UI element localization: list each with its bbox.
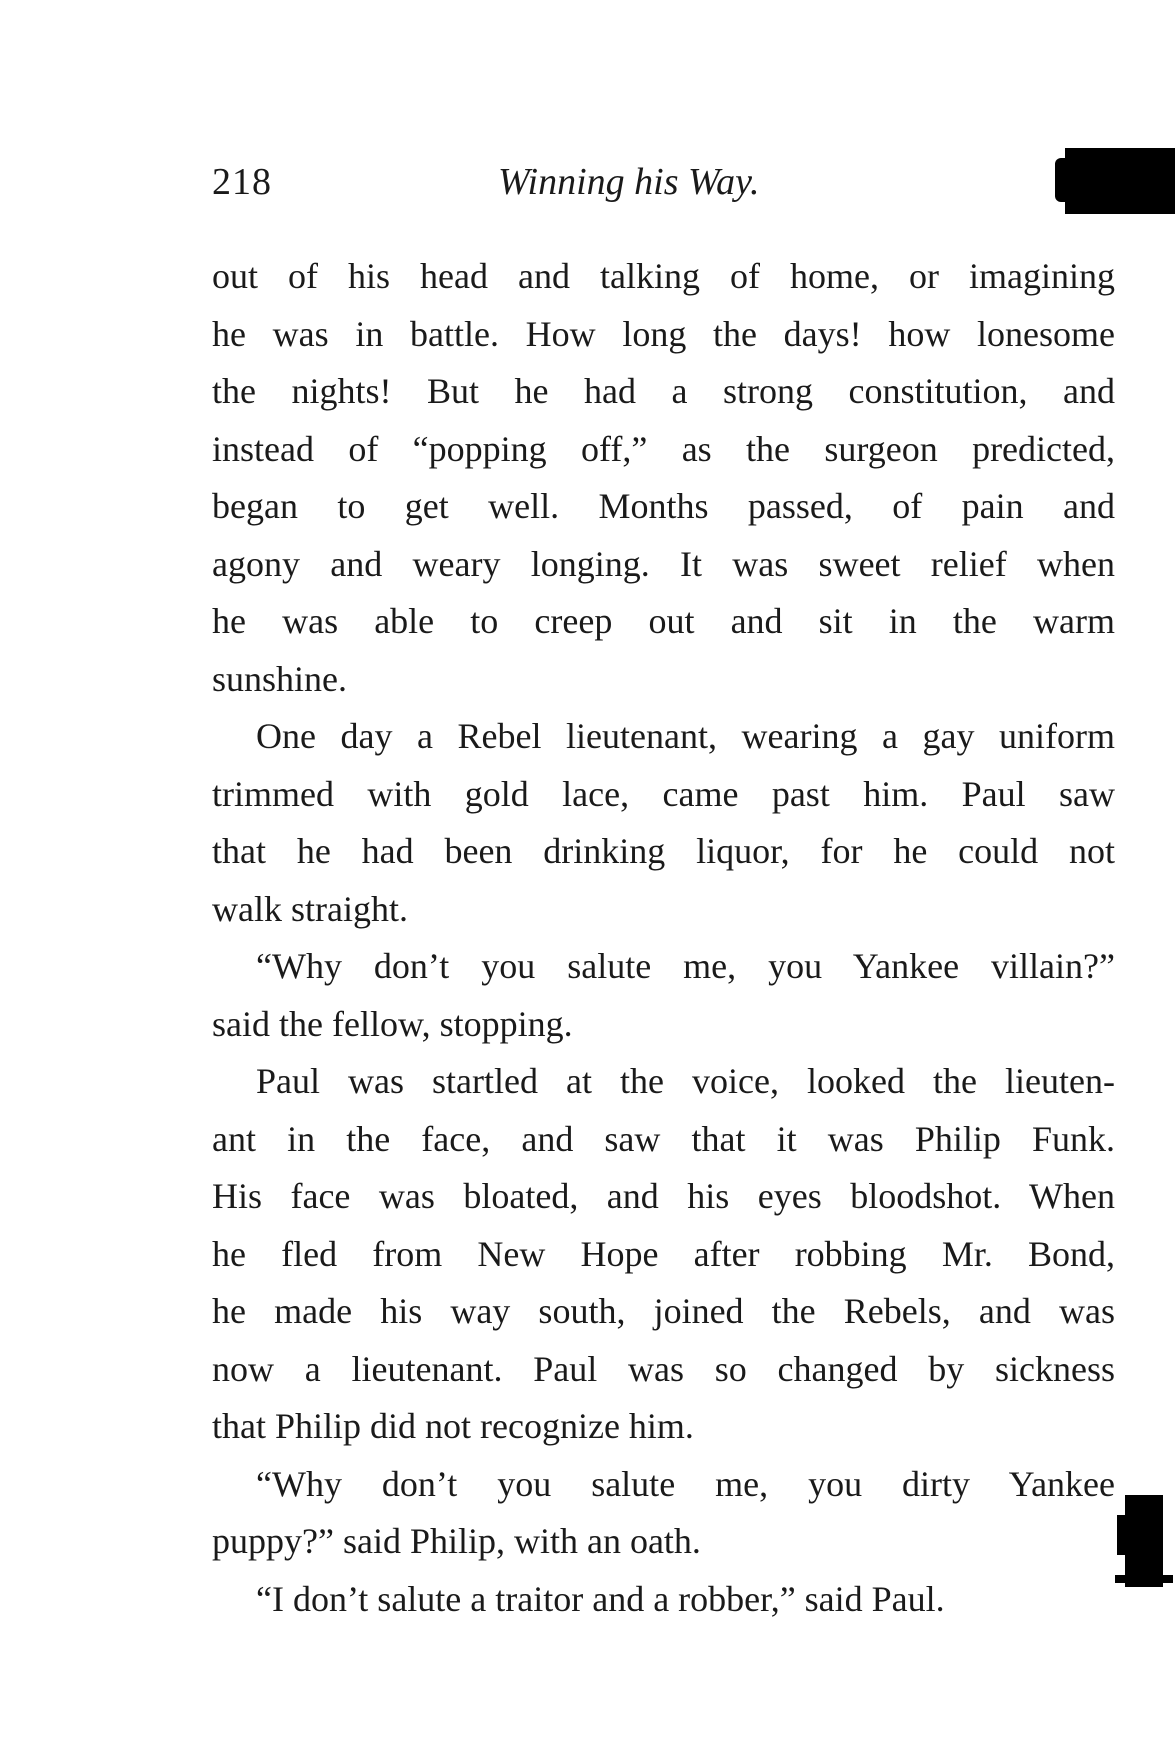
- text-line: His face was bloated, and his eyes bloodshot. When: [212, 1176, 1115, 1216]
- paragraph-1: [212, 248, 1115, 708]
- text-line: “Why don’t you salute me, you dirty Yankee: [256, 1463, 1115, 1504]
- paragraph-6: [212, 1571, 1115, 1629]
- text-line: he was able to creep out and sit in the warm: [212, 601, 1115, 641]
- text-line: puppy?” said Philip, with an oath.: [212, 1521, 701, 1561]
- ink-blot-margin: [1125, 1495, 1163, 1587]
- text-line: that he had been drinking liquor, for he could not: [212, 831, 1115, 871]
- text-line: sunshine.: [212, 658, 347, 699]
- running-title: Winning his Way.: [498, 161, 760, 203]
- body-text: [212, 248, 1115, 1628]
- text-line: that Philip did not recognize him.: [212, 1406, 694, 1446]
- text-line: said the fellow, stopping.: [212, 1003, 573, 1044]
- paragraph-5: [212, 1456, 1115, 1571]
- text-line: “Why don’t you salute me, you Yankee villain?”: [256, 946, 1115, 986]
- text-line: agony and weary longing. It was sweet relief when: [212, 543, 1115, 584]
- ink-blot-top: [1065, 148, 1175, 214]
- text-line: trimmed with gold lace, came past him. Paul saw: [212, 773, 1115, 814]
- text-line: he fled from New Hope after robbing Mr. Bond,: [212, 1233, 1115, 1274]
- page-header: [212, 150, 1112, 210]
- paragraph-4: [212, 1053, 1115, 1456]
- paragraph-2: [212, 708, 1115, 938]
- text-line: instead of “popping off,” as the surgeon predicted,: [212, 428, 1115, 469]
- text-line: out of his head and talking of home, or imagining: [212, 256, 1115, 296]
- text-line: ant in the face, and saw that it was Philip Funk.: [212, 1118, 1115, 1159]
- text-line: he made his way south, joined the Rebels, and was: [212, 1291, 1115, 1331]
- paragraph-3: [212, 938, 1115, 1053]
- text-line: began to get well. Months passed, of pain and: [212, 486, 1115, 526]
- text-line: walk straight.: [212, 888, 408, 929]
- text-line: “I don’t salute a traitor and a robber,” said Paul.: [256, 1578, 945, 1619]
- text-line: the nights! But he had a strong constitution, and: [212, 371, 1115, 411]
- text-line: Paul was startled at the voice, looked the lieuten-: [256, 1061, 1115, 1101]
- text-line: he was in battle. How long the days! how lonesome: [212, 313, 1115, 354]
- page-number: 218: [212, 161, 272, 203]
- text-line: One day a Rebel lieutenant, wearing a gay uniform: [256, 716, 1115, 756]
- text-line: now a lieutenant. Paul was so changed by sickness: [212, 1348, 1115, 1389]
